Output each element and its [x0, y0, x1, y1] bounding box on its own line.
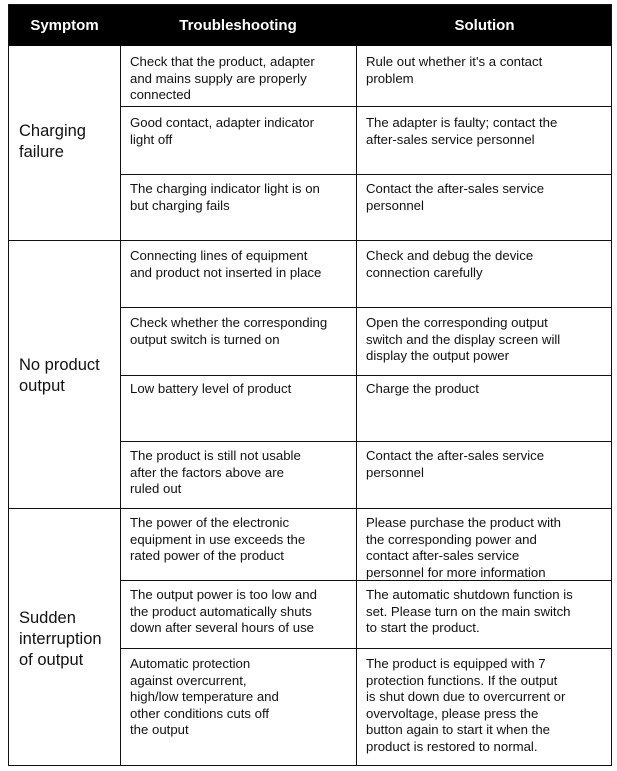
- row-divider: [120, 375, 611, 376]
- cell-line: The power of the electronic: [130, 515, 290, 530]
- cell-line: The charging indicator light is on: [130, 181, 320, 196]
- cell-line: output switch is turned on: [130, 331, 280, 347]
- cell-line: Low battery level of product: [130, 381, 292, 396]
- troubleshooting-cell: [130, 181, 354, 214]
- cell-line: protection functions. If the output: [366, 672, 558, 688]
- cell-line: The output power is too low and: [130, 587, 317, 602]
- cell-line: after the factors above are: [130, 464, 284, 480]
- symptom-line: No product: [19, 356, 100, 374]
- cell-line: Check that the product, adapter: [130, 54, 315, 69]
- cell-line: Open the corresponding output: [366, 315, 548, 330]
- cell-line: switch and the display screen will: [366, 331, 561, 347]
- row-divider: [120, 174, 611, 175]
- cell-line: Please purchase the product with: [366, 515, 561, 530]
- cell-line: button again to start it when the: [366, 722, 551, 738]
- cell-line: down after several hours of use: [130, 620, 314, 636]
- symptom-line: interruption: [19, 630, 102, 648]
- troubleshooting-cell: [130, 54, 354, 104]
- row-divider: [120, 441, 611, 442]
- cell-line: contact after-sales service: [366, 548, 520, 564]
- column-divider: [120, 46, 121, 765]
- header-troubleshooting: Troubleshooting: [179, 17, 297, 34]
- cell-line: equipment in use exceeds the: [130, 531, 306, 547]
- cell-line: Automatic protection: [130, 656, 251, 671]
- symptom-charging-failure: [19, 121, 119, 163]
- symptom-line: Sudden: [19, 609, 76, 627]
- cell-line: after-sales service personnel: [366, 131, 535, 147]
- cell-line: Contact the after-sales service: [366, 448, 545, 463]
- troubleshooting-cell: [130, 587, 354, 637]
- cell-line: the output: [130, 722, 189, 738]
- solution-cell: [366, 248, 602, 281]
- cell-line: Good contact, adapter indicator: [130, 115, 315, 130]
- cell-line: rated power of the product: [130, 548, 284, 564]
- symptom-no-product-output: [19, 355, 119, 397]
- solution-cell: [366, 656, 602, 756]
- cell-line: personnel for more information: [366, 564, 546, 580]
- cell-line: connection carefully: [366, 264, 483, 280]
- cell-line: Contact the after-sales service: [366, 181, 545, 196]
- cell-line: The automatic shutdown function is: [366, 587, 573, 602]
- cell-line: overvoltage, please press the: [366, 705, 539, 721]
- troubleshooting-cell: [130, 315, 354, 348]
- solution-cell: [366, 315, 602, 365]
- cell-line: connected: [130, 87, 191, 103]
- row-divider: [120, 307, 611, 308]
- solution-cell: [366, 587, 602, 637]
- symptom-line: failure: [19, 143, 64, 161]
- cell-line: display the output power: [366, 348, 509, 364]
- cell-line: set. Please turn on the main switch: [366, 603, 571, 619]
- header-solution: Solution: [454, 17, 515, 34]
- cell-line: Charge the product: [366, 381, 479, 396]
- solution-cell: [366, 54, 602, 87]
- cell-line: Rule out whether it's a contact: [366, 54, 543, 69]
- cell-line: The adapter is faulty; contact the: [366, 115, 558, 130]
- solution-cell: [366, 448, 602, 481]
- cell-line: Check and debug the device: [366, 248, 534, 263]
- troubleshooting-cell: [130, 448, 354, 498]
- cell-line: high/low temperature and: [130, 689, 279, 705]
- troubleshooting-cell: [130, 515, 354, 565]
- symptom-sudden-interruption: [19, 608, 119, 671]
- troubleshooting-cell: [130, 381, 354, 398]
- troubleshooting-cell: [130, 115, 354, 148]
- cell-line: the corresponding power and: [366, 531, 537, 547]
- header-symptom: Symptom: [30, 17, 99, 34]
- cell-line: to start the product.: [366, 620, 480, 636]
- cell-line: ruled out: [130, 481, 182, 497]
- troubleshooting-cell: [130, 248, 354, 281]
- cell-line: but charging fails: [130, 197, 230, 213]
- cell-line: personnel: [366, 464, 424, 480]
- cell-line: problem: [366, 70, 414, 86]
- cell-line: personnel: [366, 197, 424, 213]
- symptom-line: of output: [19, 651, 84, 669]
- table-header: [9, 5, 611, 46]
- cell-line: and mains supply are properly: [130, 70, 307, 86]
- solution-cell: [366, 181, 602, 214]
- troubleshooting-cell: [130, 656, 354, 739]
- cell-line: The product is equipped with 7: [366, 656, 546, 671]
- group-divider: [9, 508, 611, 509]
- cell-line: Check whether the corresponding: [130, 315, 328, 330]
- cell-line: against overcurrent,: [130, 672, 247, 688]
- solution-cell: [366, 515, 602, 581]
- row-divider: [120, 106, 611, 107]
- cell-line: light off: [130, 131, 173, 147]
- column-divider: [356, 46, 357, 765]
- troubleshooting-table: [8, 4, 612, 766]
- solution-cell: [366, 115, 602, 148]
- cell-line: and product not inserted in place: [130, 264, 322, 280]
- solution-cell: [366, 381, 602, 398]
- cell-line: The product is still not usable: [130, 448, 301, 463]
- row-divider: [120, 648, 611, 649]
- cell-line: Connecting lines of equipment: [130, 248, 308, 263]
- cell-line: is shut down due to overcurrent or: [366, 689, 566, 705]
- group-divider: [9, 240, 611, 241]
- symptom-line: output: [19, 377, 65, 395]
- cell-line: the product automatically shuts: [130, 603, 312, 619]
- cell-line: other conditions cuts off: [130, 705, 270, 721]
- cell-line: product is restored to normal.: [366, 738, 538, 754]
- symptom-line: Charging: [19, 122, 86, 140]
